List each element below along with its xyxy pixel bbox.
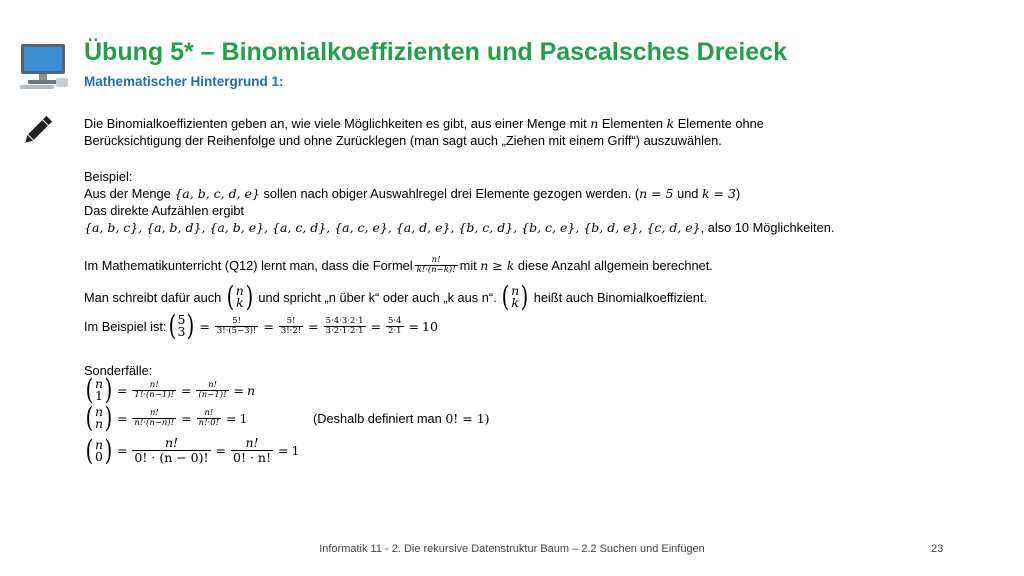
formula-text: Man schreibt dafür auch — [84, 289, 222, 305]
pencil-icon — [20, 112, 56, 148]
formula-text: diese Anzahl allgemein berechnet. — [517, 258, 713, 273]
binomial-n-k: ( n k ) — [501, 280, 529, 313]
fraction: $\frac{n!}{n!\cdot 0!}$ — [198, 407, 220, 428]
slide-title: Übung 5* – Binomialkoeffizienten und Pascalsches Dreieck — [84, 38, 787, 66]
fraction: $\frac{n!}{0! \cdot (n - 0)!}$ — [134, 435, 209, 465]
example-line-1 — [84, 185, 834, 202]
intro-text: Die Binomialkoeffizienten geben an, wie viele Möglichkeiten es gibt, aus einer Menge mit — [84, 116, 587, 131]
example-text: ) — [735, 186, 741, 201]
formula-text: und spricht „n über k“ oder auch „k aus n“. — [258, 289, 497, 305]
formula-text: Im Beispiel ist: — [84, 318, 167, 334]
formula-text: mit — [459, 258, 477, 273]
slide-subtitle: Mathematischer Hintergrund 1: — [84, 74, 284, 89]
formula-line-2 — [84, 280, 708, 313]
fraction: $\frac{5!}{3!\cdot 2!}$ — [280, 315, 302, 336]
binomial-n-n: ( n n ) — [85, 401, 113, 434]
var-k: k — [666, 116, 675, 131]
k-value: k = 3 — [702, 186, 736, 201]
special-heading: Sonderfälle: — [84, 363, 153, 378]
intro-paragraph — [84, 115, 764, 149]
special-case-3: ( n 0 ) = $\frac{n!}{0! \cdot (n - 0)!}$ = $\frac{n!}{0! \cdot n!}$ = 1 — [85, 433, 300, 467]
fraction: $\frac{n!}{n!\cdot(n-n)!}$ — [134, 407, 175, 428]
slide-footer: Informatik 11 - 2. Die rekursive Datenstruktur Baum – 2.2 Suchen und Einfügen — [319, 543, 705, 555]
var-n: n — [590, 116, 599, 131]
fraction: $\frac{n!}{1!\cdot(n-1)!}$ — [134, 379, 174, 400]
special-case-2: ( n n ) = $\frac{n!}{n!\cdot(n-n)!}$ = $\frac{n!}{n!\cdot 0!}$ = 1 — [85, 401, 248, 434]
formula-text: heißt auch Binomialkoeffizient. — [533, 289, 708, 305]
example-text: sollen nach obiger Auswahlregel drei Elemente gezogen werden. ( — [263, 186, 640, 201]
intro-text: Elemente ohne — [677, 116, 764, 131]
binomial-n-1: ( n 1 ) — [85, 373, 113, 406]
subsets-list: {a, b, c}, {a, b, d}, {a, b, e}, {a, c, d}, {a, c, e}, {a, d, e}, {b, c, d}, {b, c, e}, {b, d, e}, {c, d, e} — [84, 220, 701, 235]
result-value: 1 — [291, 443, 300, 458]
example-text: und — [677, 186, 699, 201]
binomial-n-0: ( n 0 ) — [85, 433, 113, 467]
fraction: $\frac{n!}{0! \cdot n!}$ — [233, 435, 271, 465]
intro-text: Elementen — [601, 116, 664, 131]
fraction: $\frac{5!}{3!\cdot(5-3)!}$ — [216, 315, 257, 336]
formula-line-1 — [84, 256, 713, 275]
intro-line-2: Berücksichtigung der Reihenfolge und ohne Zurücklegen (man sagt auch „Ziehen mit einem Griff“) auszuwählen. — [84, 133, 722, 148]
example-set: {a, b, c, d, e} — [174, 186, 260, 201]
formula-condition: n ≥ k — [480, 258, 515, 273]
result-value: 1 — [239, 410, 248, 426]
intro-line-1 — [84, 115, 764, 132]
n-value: n = 5 — [639, 186, 674, 201]
example-text: , also 10 Möglichkeiten. — [700, 220, 835, 235]
example-heading: Beispiel: — [84, 169, 133, 184]
computer-icon — [18, 42, 70, 90]
fraction: $\frac{5\cdot 4}{2\cdot 1}$ — [388, 315, 402, 336]
page-number: 23 — [931, 543, 944, 555]
fraction: $\frac{n!}{(n-1)!}$ — [198, 379, 227, 400]
example-calculation: Im Beispiel ist: ( 5 3 ) = $\frac{5!}{3!\cdot(5-3)!}$ = $\frac{5!}{3!\cdot 2!}$ = $\frac{5\cdot 4\cdot 3\cdot 2\cdot 1}{3\cdot 2\cdot 1\cdot 2\cdot 1}$ = $\frac{5\cdot 4}{2\cdot 1}$ = 10 — [84, 309, 438, 342]
fraction: $\frac{5\cdot 4\cdot 3\cdot 2\cdot 1}{3\cdot 2\cdot 1\cdot 2\cdot 1}$ — [325, 315, 364, 336]
example-line-2: Das direkte Aufzählen ergibt — [84, 203, 245, 218]
example-text: Aus der Menge — [84, 186, 171, 201]
example-line-3 — [84, 219, 834, 236]
formula-text: Im Mathematikunterricht (Q12) lernt man, dass die Formel — [84, 258, 413, 273]
result-value: 10 — [422, 318, 438, 334]
result-value: n — [247, 382, 256, 398]
example-section — [84, 168, 834, 236]
formula-fraction: $\frac{n!}{k!\cdot(n-k)!}$ — [416, 255, 456, 275]
binomial-5-3: ( 5 3 ) — [168, 309, 195, 342]
special-case-1: ( n 1 ) = $\frac{n!}{1!\cdot(n-1)!}$ = $\frac{n!}{(n-1)!}$ = n — [85, 373, 256, 406]
special-note: (Deshalb definiert man 0! = 1) — [313, 411, 490, 426]
binomial-n-k: ( n k ) — [226, 280, 254, 313]
